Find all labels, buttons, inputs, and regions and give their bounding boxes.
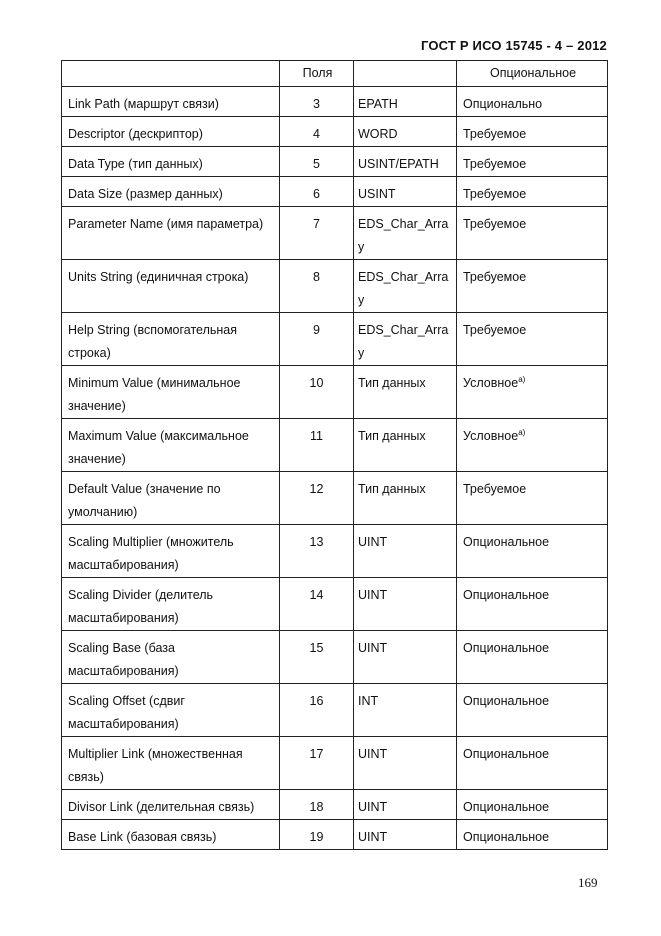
data-type-cell: UINT bbox=[354, 737, 457, 790]
table-row bbox=[62, 366, 608, 419]
table-row bbox=[62, 117, 608, 147]
field-number-cell: 8 bbox=[280, 260, 354, 313]
field-name-cell: Units String (единичная строка) bbox=[62, 260, 280, 313]
table-row bbox=[62, 260, 608, 313]
field-number-cell: 7 bbox=[280, 207, 354, 260]
footnote-marker: а) bbox=[518, 375, 526, 384]
field-number-cell: 3 bbox=[280, 87, 354, 117]
requirement-cell bbox=[457, 737, 608, 790]
field-name-cell: Scaling Base (база масштабирования) bbox=[62, 631, 280, 684]
field-number-cell: 12 bbox=[280, 472, 354, 525]
data-type-cell: USINT bbox=[354, 177, 457, 207]
requirement-text: Опциональное bbox=[463, 747, 550, 761]
table-row bbox=[62, 87, 608, 117]
field-number-cell: 19 bbox=[280, 820, 354, 850]
table-row bbox=[62, 207, 608, 260]
requirement-text: Опциональное bbox=[463, 641, 550, 655]
header-cell: Опциональное bbox=[457, 61, 608, 87]
requirement-text: Требуемое bbox=[463, 323, 527, 337]
parameter-table bbox=[61, 60, 608, 850]
field-name-cell: Minimum Value (минимальное значение) bbox=[62, 366, 280, 419]
requirement-cell bbox=[457, 147, 608, 177]
field-name-cell: Data Type (тип данных) bbox=[62, 147, 280, 177]
data-type-cell: UINT bbox=[354, 631, 457, 684]
requirement-cell bbox=[457, 472, 608, 525]
field-name-cell: Scaling Divider (делитель масштабирования) bbox=[62, 578, 280, 631]
table-row bbox=[62, 472, 608, 525]
field-number-cell: 13 bbox=[280, 525, 354, 578]
requirement-text: Опциональное bbox=[463, 694, 550, 708]
table-row bbox=[62, 684, 608, 737]
field-name-cell: Scaling Multiplier (множитель масштабирования) bbox=[62, 525, 280, 578]
table-row bbox=[62, 419, 608, 472]
data-type-cell: EDS_Char_Array bbox=[354, 313, 457, 366]
field-number-cell: 10 bbox=[280, 366, 354, 419]
table-row bbox=[62, 525, 608, 578]
field-number-cell: 11 bbox=[280, 419, 354, 472]
table-row bbox=[62, 790, 608, 820]
table-row bbox=[62, 147, 608, 177]
document-header: ГОСТ Р ИСО 15745 - 4 – 2012 bbox=[420, 38, 607, 53]
data-type-cell: UINT bbox=[354, 790, 457, 820]
data-type-cell: Тип данных bbox=[354, 472, 457, 525]
requirement-text: Опциональное bbox=[463, 800, 550, 814]
requirement-text: Условное bbox=[463, 376, 519, 390]
field-name-cell: Parameter Name (имя параметра) bbox=[62, 207, 280, 260]
requirement-cell bbox=[457, 419, 608, 472]
field-name-cell: Scaling Offset (сдвиг масштабирования) bbox=[62, 684, 280, 737]
field-number-cell: 6 bbox=[280, 177, 354, 207]
data-type-cell: EPATH bbox=[354, 87, 457, 117]
footnote-marker: а) bbox=[518, 428, 526, 437]
page-number: 169 bbox=[578, 875, 598, 890]
field-name-cell: Data Size (размер данных) bbox=[62, 177, 280, 207]
requirement-cell bbox=[457, 525, 608, 578]
header-cell: Поля bbox=[280, 61, 354, 87]
field-name-cell: Divisor Link (делительная связь) bbox=[62, 790, 280, 820]
data-type-cell: Тип данных bbox=[354, 366, 457, 419]
data-type-cell: Тип данных bbox=[354, 419, 457, 472]
field-number-cell: 14 bbox=[280, 578, 354, 631]
field-number-cell: 17 bbox=[280, 737, 354, 790]
requirement-text: Требуемое bbox=[463, 482, 527, 496]
requirement-text: Требуемое bbox=[463, 217, 527, 231]
header-cell bbox=[62, 61, 280, 87]
requirement-text: Опциональное bbox=[463, 535, 550, 549]
data-type-cell: USINT/EPATH bbox=[354, 147, 457, 177]
field-number-cell: 18 bbox=[280, 790, 354, 820]
field-name-cell: Link Path (маршрут связи) bbox=[62, 87, 280, 117]
field-name-cell: Descriptor (дескриптор) bbox=[62, 117, 280, 147]
field-number-cell: 15 bbox=[280, 631, 354, 684]
table-row bbox=[62, 578, 608, 631]
data-type-cell: EDS_Char_Array bbox=[354, 260, 457, 313]
requirement-text: Опциональное bbox=[463, 830, 550, 844]
field-number-cell: 5 bbox=[280, 147, 354, 177]
requirement-text: Требуемое bbox=[463, 270, 527, 284]
requirement-text: Требуемое bbox=[463, 187, 527, 201]
field-name-cell: Base Link (базовая связь) bbox=[62, 820, 280, 850]
field-number-cell: 4 bbox=[280, 117, 354, 147]
table-row bbox=[62, 820, 608, 850]
requirement-cell bbox=[457, 578, 608, 631]
requirement-cell bbox=[457, 87, 608, 117]
data-type-cell: EDS_Char_Array bbox=[354, 207, 457, 260]
table-row bbox=[62, 631, 608, 684]
requirement-cell bbox=[457, 177, 608, 207]
header-cell bbox=[354, 61, 457, 87]
table-row bbox=[62, 737, 608, 790]
requirement-cell bbox=[457, 790, 608, 820]
data-type-cell: UINT bbox=[354, 525, 457, 578]
table-header-row bbox=[62, 61, 608, 87]
field-name-cell: Help String (вспомогательная строка) bbox=[62, 313, 280, 366]
field-name-cell: Default Value (значение по умолчанию) bbox=[62, 472, 280, 525]
table-row bbox=[62, 177, 608, 207]
requirement-cell bbox=[457, 207, 608, 260]
requirement-text: Требуемое bbox=[463, 157, 527, 171]
field-name-cell: Maximum Value (максимальное значение) bbox=[62, 419, 280, 472]
data-type-cell: UINT bbox=[354, 578, 457, 631]
data-type-cell: WORD bbox=[354, 117, 457, 147]
requirement-text: Условное bbox=[463, 429, 519, 443]
requirement-cell bbox=[457, 117, 608, 147]
requirement-cell bbox=[457, 260, 608, 313]
data-type-cell: UINT bbox=[354, 820, 457, 850]
requirement-cell bbox=[457, 366, 608, 419]
field-name-cell: Multiplier Link (множественная связь) bbox=[62, 737, 280, 790]
requirement-cell bbox=[457, 313, 608, 366]
requirement-text: Опциональное bbox=[463, 588, 550, 602]
table-row bbox=[62, 313, 608, 366]
field-number-cell: 9 bbox=[280, 313, 354, 366]
data-type-cell: INT bbox=[354, 684, 457, 737]
requirement-text: Требуемое bbox=[463, 127, 527, 141]
requirement-cell bbox=[457, 820, 608, 850]
requirement-text: Опционально bbox=[463, 97, 543, 111]
field-number-cell: 16 bbox=[280, 684, 354, 737]
requirement-cell bbox=[457, 631, 608, 684]
requirement-cell bbox=[457, 684, 608, 737]
